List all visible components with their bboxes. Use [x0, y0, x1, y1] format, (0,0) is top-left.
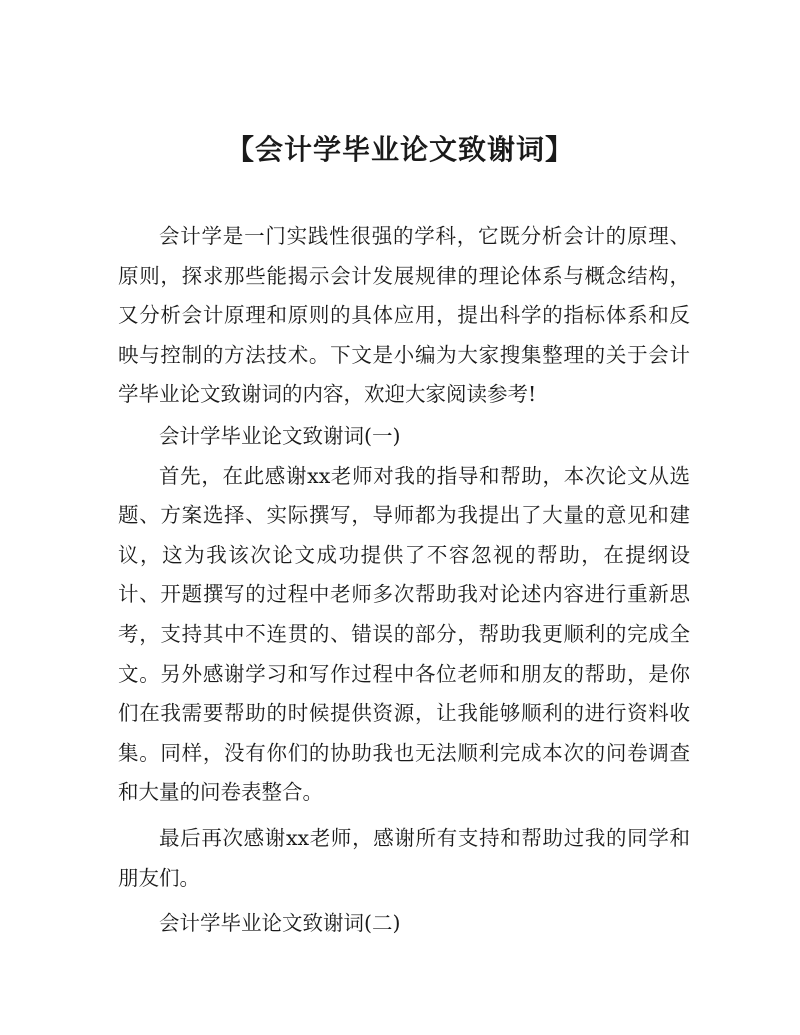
- intro-paragraph: 会计学是一门实践性很强的学科，它既分析会计的原理、原则，探求那些能揭示会计发展规律的理论体系与概念结构，又分析会计原理和原则的具体应用，提出科学的指标体系和反映与控制的方法技术。下文是小编为大家搜集整理的关于会计学毕业论文致谢词的内容，欢迎大家阅读参考!: [118, 224, 690, 407]
- body-paragraph: 最后再次感谢xx老师，感谢所有支持和帮助过我的同学和朋友们。: [118, 825, 690, 890]
- document-body: [118, 217, 690, 944]
- section-heading-one: 会计学毕业论文致谢词(一): [159, 423, 401, 448]
- document-title: 【会计学毕业论文致谢词】: [225, 133, 574, 166]
- section-heading-two: 会计学毕业论文致谢词(二): [159, 911, 401, 936]
- body-paragraph: 首先，在此感谢xx老师对我的指导和帮助，本次论文从选题、方案选择、实际撰写，导师都为我提出了大量的意见和建议，这为我该次论文成功提供了不容忽视的帮助，在提纲设计、开题撰写的过程中老师多次帮助我对论述内容进行重新思考，支持其中不连贯的、错误的部分，帮助我更顺利的完成全文。另外感谢学习和写作过程中各位老师和朋友的帮助，是你们在我需要帮助的时候提供资源，让我能够顺利的进行资料收集。同样，没有你们的协助我也无法顺利完成本次的问卷调查和大量的问卷表整合。: [118, 463, 690, 805]
